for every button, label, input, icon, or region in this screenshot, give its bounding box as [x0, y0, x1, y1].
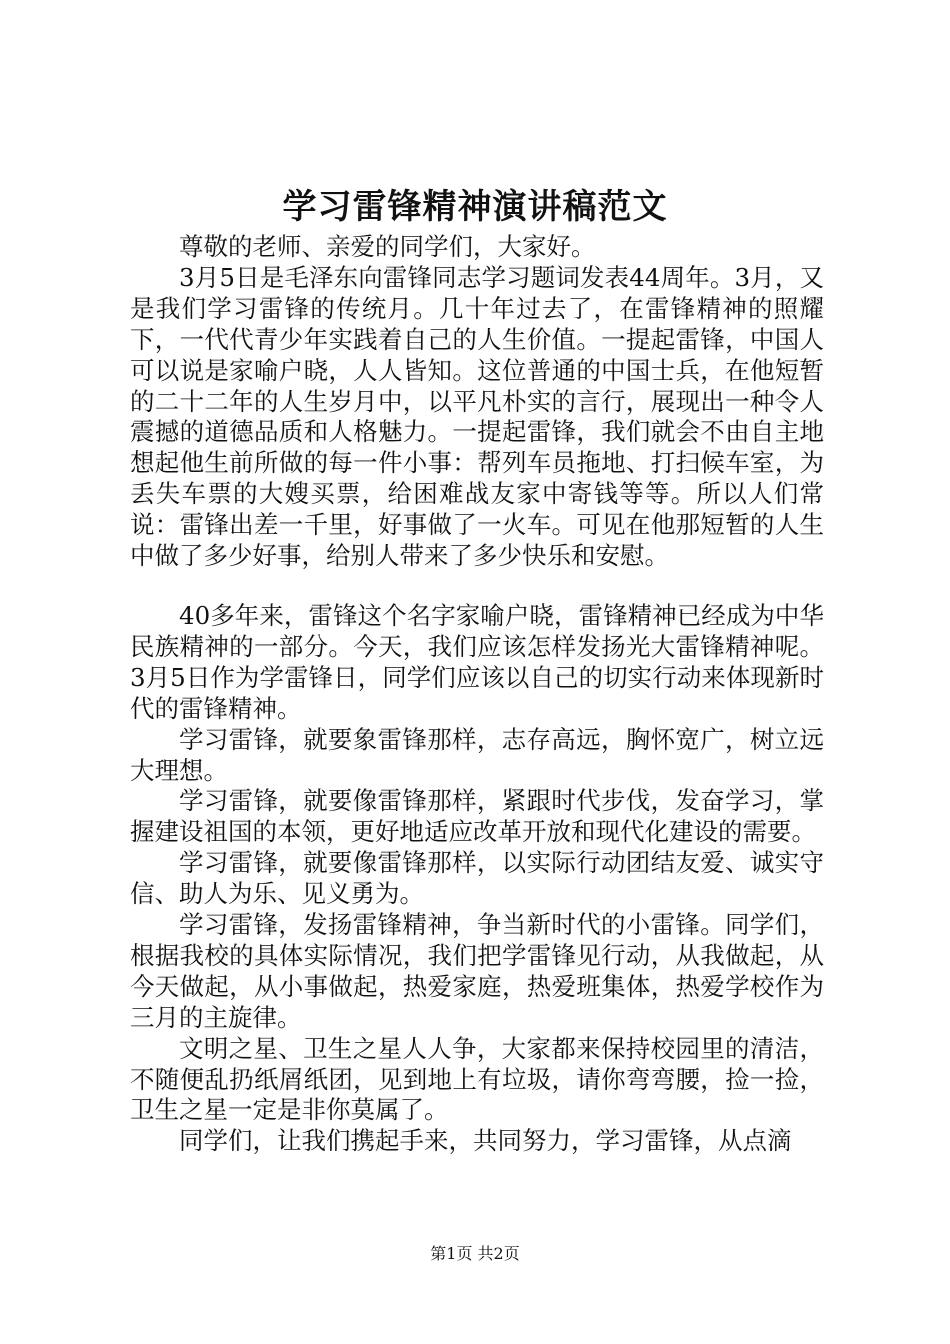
page-number-footer: 第1页 共2页 — [430, 1244, 520, 1263]
document-body — [130, 232, 824, 1157]
paragraph-action: 学习雷锋，就要像雷锋那样，以实际行动团结友爱、诚实守信、助人为乐、见义勇为。 — [130, 848, 824, 909]
paragraph-study: 学习雷锋，就要像雷锋那样，紧跟时代步伐，发奋学习，掌握建设祖国的本领，更好地适应改革开放和现代化建设的需要。 — [130, 786, 824, 847]
paragraph-introduction: 3月5日是毛泽东向雷锋同志学习题词发表44周年。3月，又是我们学习雷锋的传统月。几十年过去了，在雷锋精神的照耀下，一代代青少年实践着自己的人生价值。一提起雷锋，中国人可以说是家喻户晓，人人皆知。这位普通的中国士兵，在他短暂的二十二年的人生岁月中，以平凡朴实的言行，展现出一种令人震撼的道德品质和人格魅力。一提起雷锋，我们就会不由自主地想起他生前所做的每一件小事：帮列车员拖地、打扫候车室，为丢失车票的大嫂买票，给困难战友家中寄钱等等。所以人们常说：雷锋出差一千里，好事做了一火车。可见在他那短暂的人生中做了多少好事，给别人带来了多少快乐和安慰。 — [130, 262, 824, 571]
paragraph-greeting: 尊敬的老师、亲爱的同学们，大家好。 — [179, 232, 596, 261]
paragraph-school-practice: 学习雷锋，发扬雷锋精神，争当新时代的小雷锋。同学们，根据我校的具体实际情况，我们把学雷锋见行动，从我做起，从今天做起，从小事做起，热爱家庭，热爱班集体，热爱学校作为三月的主旋律。 — [130, 910, 824, 1032]
paragraph-ideals: 学习雷锋，就要象雷锋那样，志存高远，胸怀宽广，树立远大理想。 — [130, 724, 824, 785]
paragraph-forty-years: 40多年来，雷锋这个名字家喻户晓，雷锋精神已经成为中华民族精神的一部分。今天，我们应该怎样发扬光大雷锋精神呢。3月5日作为学雷锋日，同学们应该以自己的切实行动来体现新时代的雷锋精神。 — [130, 600, 824, 723]
paragraph-closing: 同学们，让我们携起手来，共同努力，学习雷锋，从点滴 — [179, 1126, 792, 1156]
paragraph-hygiene-star: 文明之星、卫生之星人人争，大家都来保持校园里的清洁，不随便乱扔纸屑纸团，见到地上有垃圾，请你弯弯腰，捡一捡，卫生之星一定是非你莫属了。 — [130, 1033, 824, 1125]
document-title: 学习雷锋精神演讲稿范文 — [282, 187, 668, 227]
paragraph-spacer — [130, 572, 824, 601]
